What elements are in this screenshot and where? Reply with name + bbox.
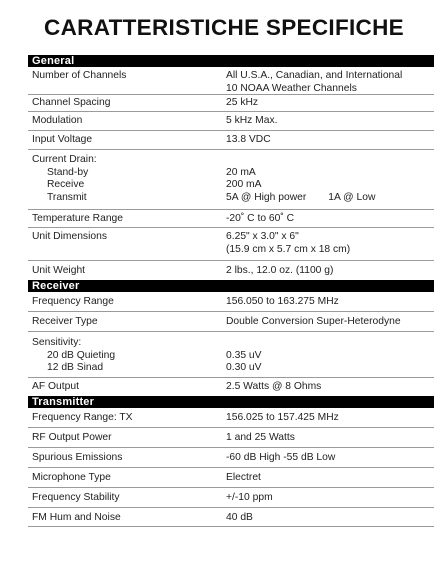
spec-row-receiver-type	[28, 312, 434, 332]
spec-value-text: 13.8 VDC	[226, 134, 271, 145]
spec-label-text: Spurious Emissions	[32, 452, 123, 463]
spec-value-text: 5A @ High power	[226, 191, 307, 203]
spec-value-text: All U.S.A., Canadian, and International	[226, 70, 403, 81]
spec-value-text: 0.30 uV	[226, 362, 262, 373]
spec-row-af-output	[28, 378, 434, 396]
spec-value-text: 0.35 uV	[226, 349, 262, 361]
spec-value-text: 5 kHz Max.	[226, 115, 278, 126]
spec-table	[28, 55, 434, 527]
spec-row-fm-hum-and-noise	[28, 508, 434, 527]
spec-value-text	[226, 154, 434, 167]
spec-value-text: 6.25" x 3.0" x 6"	[226, 231, 299, 242]
spec-label-text: Receive	[47, 179, 85, 190]
spec-value-text: Double Conversion Super-Heterodyne	[226, 316, 401, 327]
spec-row-modulation	[28, 112, 434, 131]
spec-value-text: 10 NOAA Weather Channels	[226, 82, 357, 94]
spec-label-text: Channel Spacing	[32, 97, 111, 108]
spec-value-text: 2 lbs., 12.0 oz. (1100 g)	[226, 265, 334, 276]
spec-value-text: 20 mA	[226, 166, 256, 178]
spec-label-text: Stand-by	[47, 166, 89, 178]
spec-row-unit-dimensions	[28, 228, 434, 261]
spec-value-text: -60 dB High -55 dB Low	[226, 452, 336, 463]
spec-label-text: Microphone Type	[32, 472, 111, 483]
spec-label-text: Modulation	[32, 115, 83, 126]
spec-label-text: Unit Dimensions	[32, 231, 107, 242]
spec-value-text: 1 and 25 Watts	[226, 432, 295, 443]
spec-label-text: RF Output Power	[32, 432, 112, 443]
spec-label-text: Receiver Type	[32, 316, 98, 327]
spec-label-text: Number of Channels	[32, 70, 127, 81]
spec-label-text: Frequency Range: TX	[32, 412, 133, 423]
spec-row-current-drain	[28, 150, 434, 210]
spec-value-text: Electret	[226, 472, 261, 483]
spec-row-sensitivity	[28, 332, 434, 378]
section-header-transmitter: Transmitter	[28, 396, 434, 408]
spec-value-text: 156.050 to 163.275 MHz	[226, 296, 339, 307]
section-header-general: General	[28, 55, 434, 67]
spec-label-text: Frequency Stability	[32, 492, 120, 503]
spec-value-text: 40 dB	[226, 512, 253, 523]
spec-label-text: Unit Weight	[32, 265, 86, 276]
spec-label-text: Input Voltage	[32, 134, 93, 145]
spec-value	[226, 70, 434, 94]
spec-row-spurious-emissions	[28, 448, 434, 468]
spec-label-text: Sensitivity:	[32, 337, 82, 348]
spec-row-microphone-type	[28, 468, 434, 488]
spec-row-number-of-channels	[28, 67, 434, 95]
spec-value-line	[226, 192, 434, 205]
spec-row-frequency-range-tx	[28, 408, 434, 428]
spec-label-text: AF Output	[32, 381, 79, 392]
page-title: CARATTERISTICHE SPECIFICHE	[44, 15, 404, 40]
spec-value-text: 200 mA	[226, 179, 262, 190]
spec-row-channel-spacing	[28, 95, 434, 112]
spec-label-text: 20 dB Quieting	[47, 349, 116, 361]
spec-value-text: -20˚ C to 60˚ C	[226, 213, 295, 224]
spec-row-temperature-range	[28, 210, 434, 228]
spec-label-text: Current Drain:	[32, 154, 97, 165]
spec-value-text	[226, 337, 434, 350]
spec-row-input-voltage	[28, 131, 434, 150]
spec-label-text: Temperature Range	[32, 213, 124, 224]
spec-row-frequency-stability	[28, 488, 434, 508]
spec-value-text: (15.9 cm x 5.7 cm x 18 cm)	[226, 243, 351, 255]
spec-label-text: Frequency Range	[32, 296, 114, 307]
spec-row-rf-output-power	[28, 428, 434, 448]
section-header-receiver: Receiver	[28, 280, 434, 292]
spec-label-text: Transmit	[47, 191, 87, 203]
spec-label	[28, 70, 226, 94]
spec-value-text: 25 kHz	[226, 97, 259, 108]
spec-value-text: 2.5 Watts @ 8 Ohms	[226, 381, 322, 392]
spec-value-text: +/-10 ppm	[226, 492, 273, 503]
spec-row-frequency-range	[28, 292, 434, 312]
spec-value-text: 156.025 to 157.425 MHz	[226, 412, 339, 423]
spec-label-text: FM Hum and Noise	[32, 512, 121, 523]
spec-row-unit-weight	[28, 261, 434, 280]
spec-label-text: 12 dB Sinad	[47, 362, 104, 373]
spec-value-text: 1A @ Low	[328, 191, 376, 203]
